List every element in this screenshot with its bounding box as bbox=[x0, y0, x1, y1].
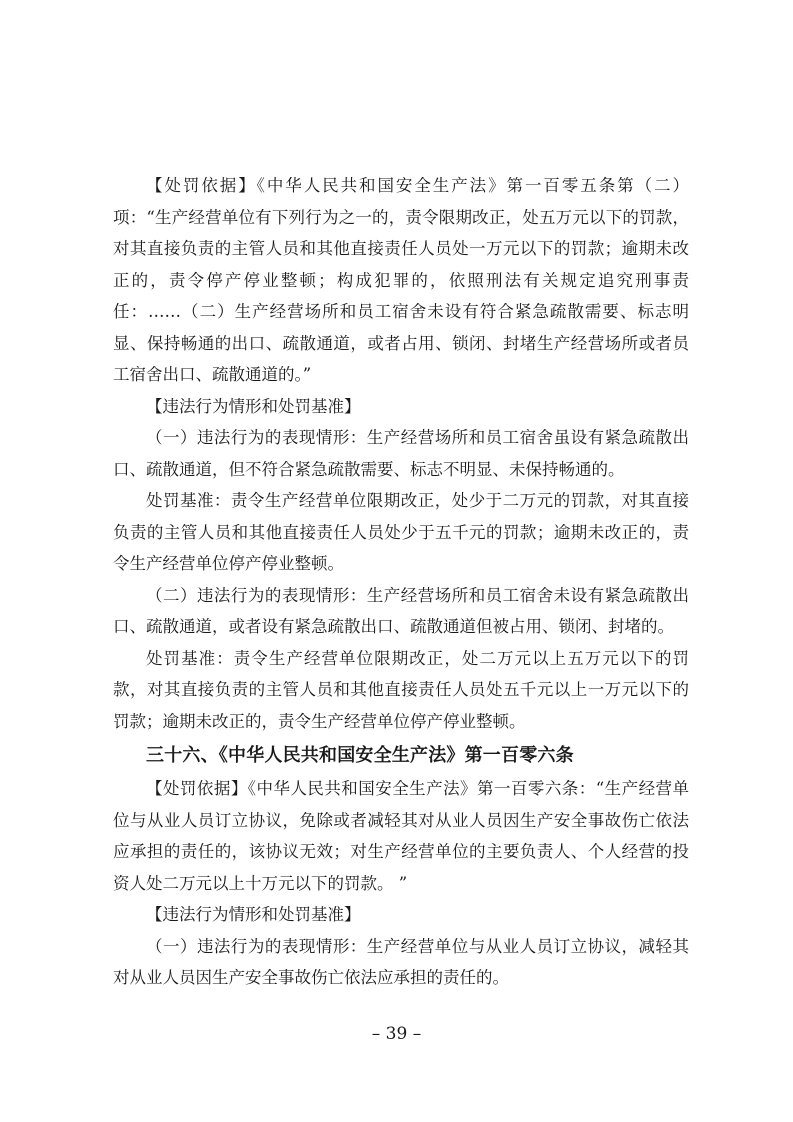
document-body bbox=[113, 170, 689, 994]
page-number: – 39 – bbox=[371, 1024, 422, 1044]
violation-standard-heading-2: 【违法行为情形和处罚基准】 bbox=[146, 905, 361, 924]
penalty-standard-1-paragraph: 处罚基准：责令生产经营单位限期改正，处少于二万元的罚款，对其直接负责的主管人员和其他直接责任人员处少于五千元的罚款；逾期未改正的，责令生产经营单位停产停业整顿。 bbox=[113, 491, 689, 573]
violation-standard-heading: 【违法行为情形和处罚基准】 bbox=[146, 396, 361, 416]
penalty-basis-paragraph: 【处罚依据】《中华人民共和国安全生产法》第一百零五条第（二）项：“生产经营单位有下列行为之一的，责令限期改正，处五万元以下的罚款，对其直接负责的主管人员和其他直接责任人员处一万元以下的罚款；逾期未改正的，责令停产停业整顿；构成犯罪的，依照刑法有关规定追究刑事责任：……（二）生产经营场所和员工宿舍未设有符合紧急疏散需要、标志明显、保持畅通的出口、疏散通道，或者占用、锁闭、封堵生产经营场所或者员工宿舍出口、疏散通道的。” bbox=[113, 176, 689, 384]
penalty-basis-paragraph-2: 【处罚依据】《中华人民共和国安全生产法》第一百零六条：“生产经营单位与从业人员订立协议，免除或者减轻其对从业人员因生产安全事故伤亡依法应承担的责任的，该协议无效；对生产经营单位的主要负责人、个人经营的投资人处二万元以上十万元以下的罚款。 ” bbox=[113, 779, 689, 893]
violation-case-2-paragraph: （二）违法行为的表现情形：生产经营场所和员工宿舍未设有紧急疏散出口、疏散通道，或者设有紧急疏散出口、疏散通道但被占用、锁闭、封堵的。 bbox=[113, 585, 689, 636]
article-heading: 三十六、《中华人民共和国安全生产法》第一百零六条 bbox=[146, 745, 574, 766]
violation-case-1-paragraph-2: （一）违法行为的表现情形：生产经营单位与从业人员订立协议，减轻其对从业人员因生产安全事故伤亡依法应承担的责任的。 bbox=[113, 936, 689, 987]
violation-case-1-paragraph: （一）违法行为的表现情形：生产经营场所和员工宿舍虽设有紧急疏散出口、疏散通道，但不符合紧急疏散需要、标志不明显、未保持畅通的。 bbox=[113, 428, 689, 479]
penalty-standard-2-paragraph: 处罚基准：责令生产经营单位限期改正，处二万元以上五万元以下的罚款，对其直接负责的主管人员和其他直接责任人员处五千元以上一万元以下的罚款；逾期未改正的，责令生产经营单位停产停业整顿。 bbox=[113, 648, 689, 731]
